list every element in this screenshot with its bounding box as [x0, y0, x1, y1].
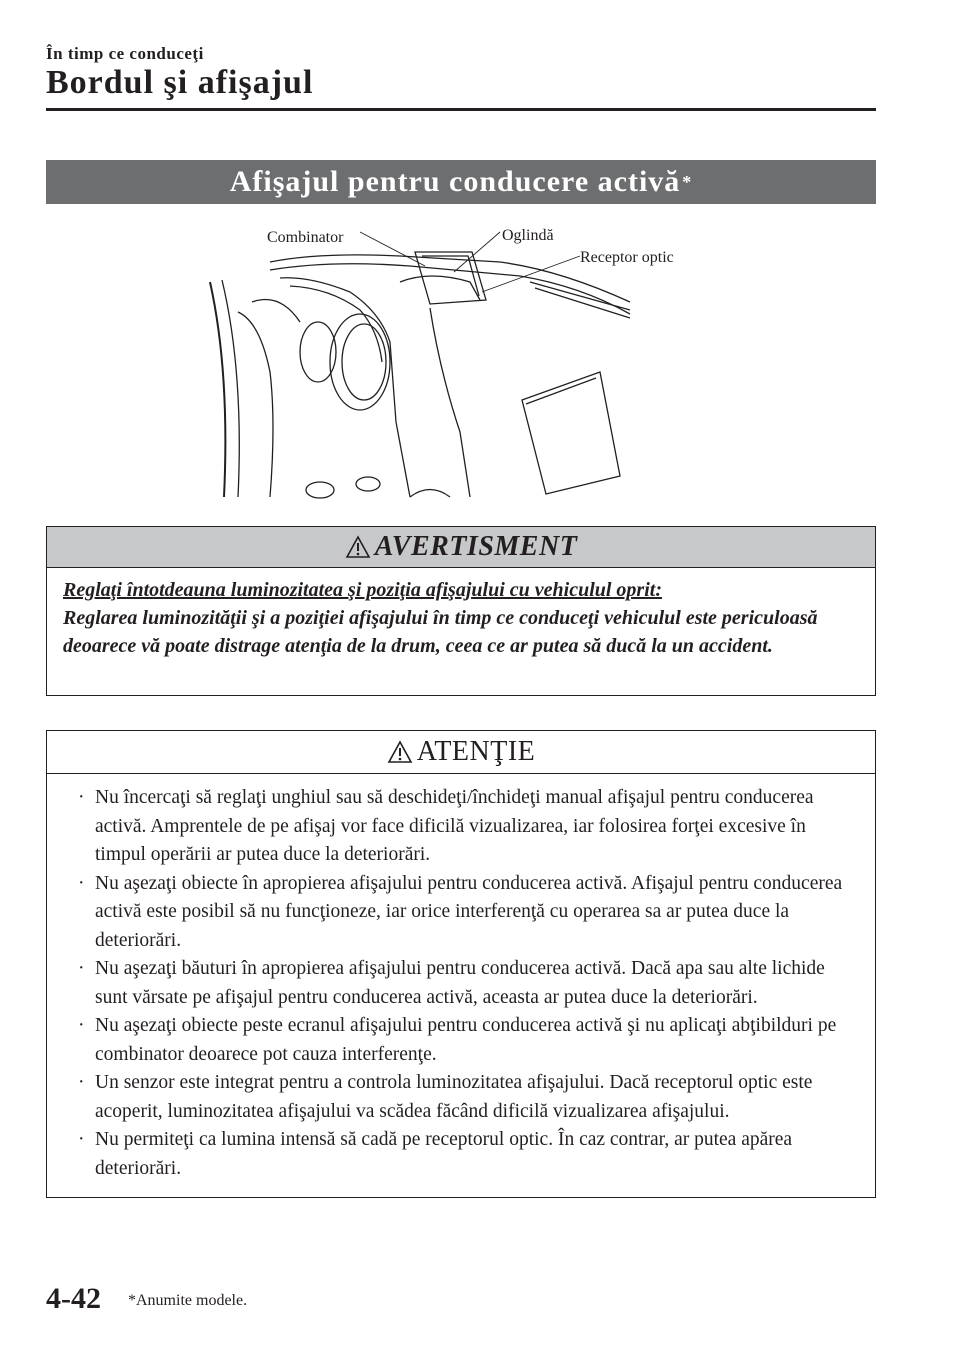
caution-item-text: Nu permiteţi ca lumina intensă să cadă pe receptorul optic. În caz contrar, ar putea apărea deteriorări.: [95, 1129, 793, 1179]
caution-header: [47, 731, 875, 774]
label-light-sensor: Receptor optic: [580, 249, 674, 266]
caution-triangle-icon: [387, 740, 413, 764]
page-number: 4-42: [46, 1282, 101, 1315]
dashboard-drawing: [200, 222, 700, 502]
heading-title: Afişajul pentru conducere activă: [229, 165, 681, 198]
caution-item: · Nu aşezaţi obiecte în apropierea afişajului pentru conducerea activă. Afişajul pentru conducerea activă este posibil să nu funcţioneze, iar orice interferenţă cu operarea sa ar putea duce la deteriorări.: [78, 872, 843, 951]
footnote: *Anumite modele.: [128, 1292, 248, 1309]
dashboard-illustration: [200, 222, 700, 502]
section-title: Bordul şi afişajul: [46, 64, 314, 101]
caution-item: · Un senzor este integrat pentru a controla luminozitatea afişajului. Dacă receptorul optic este acoperit, luminozitatea afişajului va scădea făcând dificilă vizualizarea afişajului.: [78, 1072, 813, 1122]
caution-item: · Nu aşezaţi băuturi în apropierea afişajului pentru conducerea activă. Dacă apa sau alte lichide sunt vărsate pe afişajul pentru conducerea activă, aceasta ar putea duce la deteriorări.: [78, 958, 825, 1008]
warning-title: AVERTISMENT: [374, 531, 578, 562]
page-heading: [46, 160, 876, 204]
caution-box: [46, 730, 876, 1198]
caution-item-text: Nu aşezaţi obiecte în apropierea afişajului pentru conducerea activă. Afişajul pentru conducerea activă este posibil să nu funcţioneze, iar orice interferenţă cu operarea sa ar putea duce la deteriorări.: [95, 872, 843, 951]
heading-asterisk: *: [682, 171, 693, 192]
title-divider: [46, 108, 876, 111]
label-mirror: Oglindă: [502, 227, 554, 244]
caution-item-text: Nu aşezaţi băuturi în apropierea afişajului pentru conducerea activă. Dacă apa sau alte lichide sunt vărsate pe afişajul pentru conducerea activă, aceasta ar putea duce la deteriorări.: [95, 958, 825, 1008]
caution-item: · Nu aşezaţi obiecte peste ecranul afişajului pentru conducerea activă şi nu aplicaţi abţibilduri pe combinator deoarece pot cauza interferenţe.: [78, 1015, 837, 1065]
warning-box: [46, 526, 876, 696]
caution-item: · Nu încercaţi să reglaţi unghiul sau să deschideţi/închideţi manual afişajul pentru conducerea activă. Amprentele de pe afişaj vor face dificilă vizualizarea, iar folosirea forţei excesive în timpul operării ar putea duce la deteriorări.: [78, 787, 814, 865]
caution-item: · Nu permiteţi ca lumina intensă să cadă pe receptorul optic. În caz contrar, ar putea apărea deteriorări.: [78, 1129, 793, 1179]
caution-item-text: Un senzor este integrat pentru a controla luminozitatea afişajului. Dacă receptorul optic este acoperit, luminozitatea afişajului va scădea făcând dificilă vizualizarea afişajului.: [95, 1072, 813, 1122]
warning-text: [63, 576, 859, 660]
caution-item-text: Nu încercaţi să reglaţi unghiul sau să deschideţi/închideţi manual afişajul pentru conducerea activă. Amprentele de pe afişaj vor face dificilă vizualizarea, iar folosirea forţei excesive în timpul operării ar putea duce la deteriorări.: [95, 787, 814, 865]
warning-body: Reglarea luminozităţii şi a poziţiei afişajului în timp ce conduceţi vehiculul este periculoasă deoarece vă poate distrage atenţia de la drum, ceea ce ar putea să ducă la un accident.: [63, 607, 818, 657]
caution-list: [63, 784, 859, 1183]
label-combiner: Combinator: [267, 229, 344, 246]
caution-title: ATENŢIE: [416, 736, 536, 767]
breadcrumb: În timp ce conduceţi: [46, 44, 204, 63]
caution-item-text: Nu aşezaţi obiecte peste ecranul afişajului pentru conducerea activă şi nu aplicaţi abţibilduri pe combinator deoarece pot cauza interferenţe.: [95, 1015, 837, 1065]
warning-triangle-icon: [345, 535, 371, 559]
warning-lead: Reglaţi întotdeauna luminozitatea şi poziţia afişajului cu vehiculul oprit:: [63, 579, 662, 601]
warning-header: [47, 527, 875, 568]
